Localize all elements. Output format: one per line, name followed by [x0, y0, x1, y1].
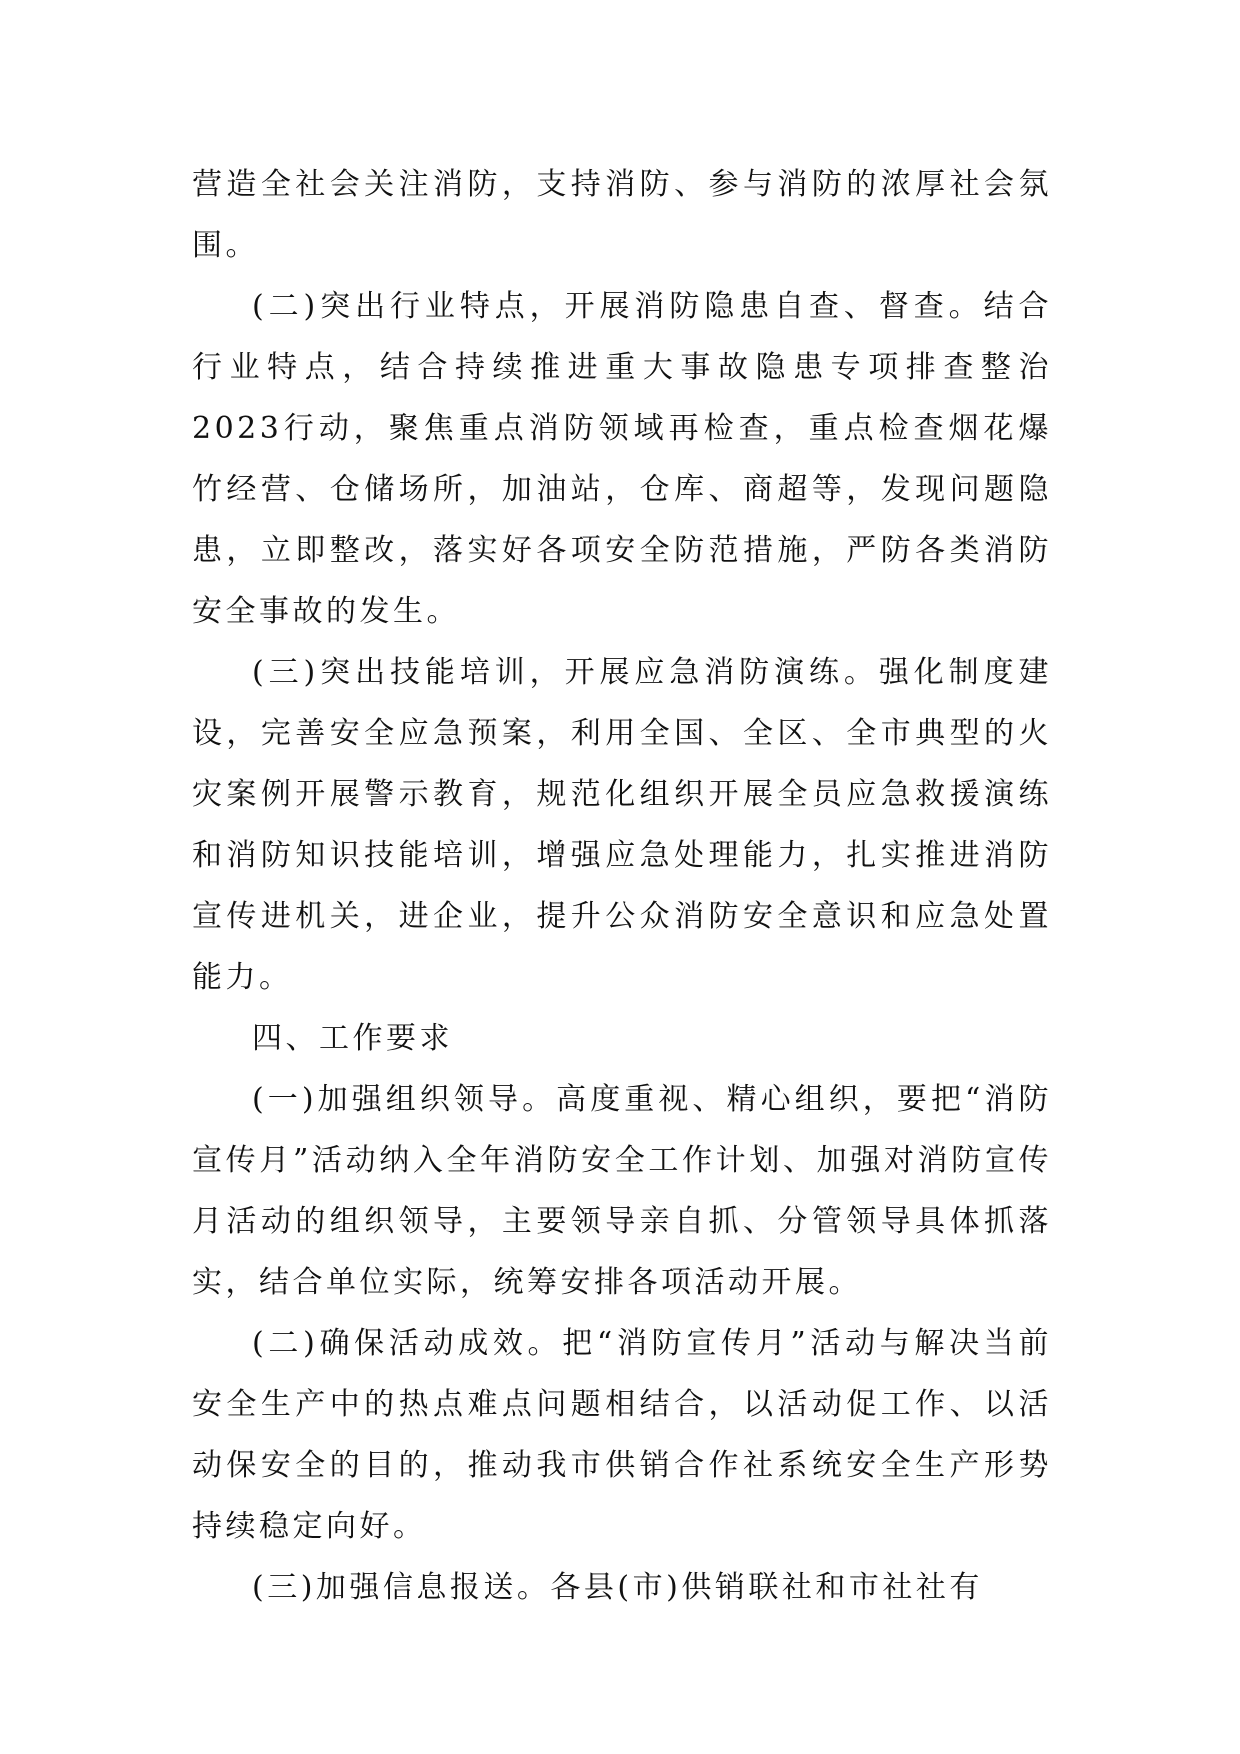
paragraph-information-reporting: (三)加强信息报送。各县(市)供销联社和市社社有 [252, 1570, 983, 1605]
paragraph-skills-training: (三)突出技能培训，开展应急消防演练。强化制度建设，完善安全应急预案，利用全国、全区、全市典型的火灾案例开展警示教育，规范化组织开展全员应急救援演练和消防知识技能培训，增强应急处理能力，扎实推进消防宣传进机关，进企业，提升公众消防安全意识和应急处置能力。 [192, 655, 1052, 995]
document-body [192, 154, 1052, 1618]
paragraph-ensure-effectiveness: (二)确保活动成效。把“消防宣传月”活动与解决当前安全生产中的热点难点问题相结合，以活动促工作、以活动保安全的目的，推动我市供销合作社系统安全生产形势持续稳定向好。 [192, 1326, 1052, 1544]
paragraph-organization-leadership: (一)加强组织领导。高度重视、精心组织，要把“消防宣传月”活动纳入全年消防安全工作计划、加强对消防宣传月活动的组织领导，主要领导亲自抓、分管领导具体抓落实，结合单位实际，统筹安排各项活动开展。 [192, 1082, 1052, 1300]
paragraph-continuation: 营造全社会关注消防，支持消防、参与消防的浓厚社会氛围。 [192, 167, 1052, 263]
section-heading-work-requirements: 四、工作要求 [252, 1021, 453, 1056]
paragraph-hazard-inspection: (二)突出行业特点，开展消防隐患自查、督查。结合行业特点，结合持续推进重大事故隐患专项排查整治2023行动，聚焦重点消防领域再检查，重点检查烟花爆竹经营、仓储场所，加油站，仓库、商超等，发现问题隐患，立即整改，落实好各项安全防范措施，严防各类消防安全事故的发生。 [192, 289, 1052, 629]
